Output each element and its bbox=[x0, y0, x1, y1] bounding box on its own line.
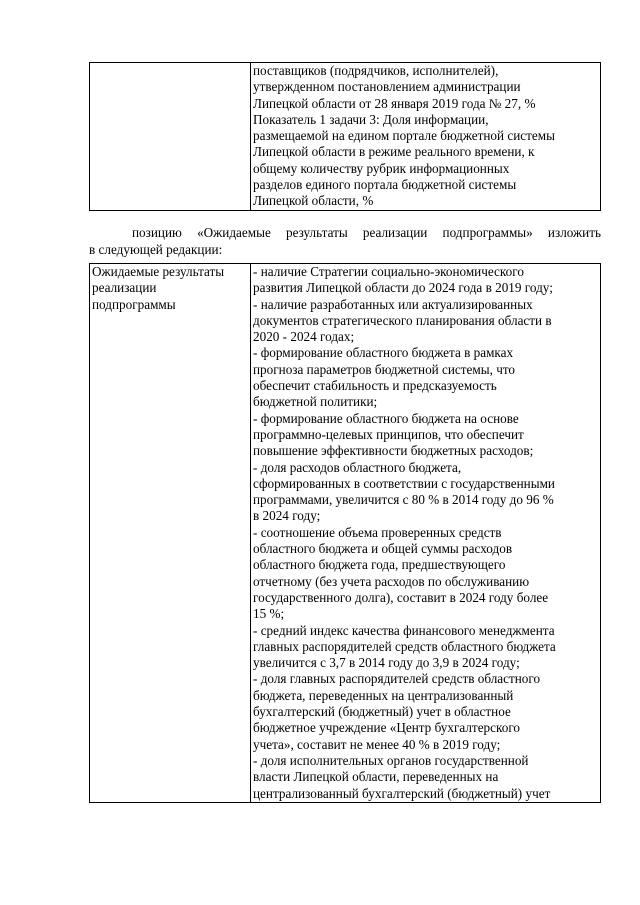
text-line: Показатель 1 задачи 3: Доля информации, bbox=[253, 111, 489, 127]
text-line: обеспечит стабильность и предсказуемость bbox=[253, 378, 497, 394]
top-table-right-cell bbox=[251, 63, 601, 211]
intro-paragraph-continuation: в следующей редакции: bbox=[89, 242, 223, 257]
text-line: утвержденном постановлением администрации bbox=[253, 79, 521, 95]
text-line: - доля главных распорядителей средств областного bbox=[253, 671, 541, 687]
text-line: - доля исполнительных органов государственной bbox=[253, 752, 529, 768]
text-line: государственного долга), составит в 2024 году более bbox=[253, 589, 549, 605]
label-line: Ожидаемые результаты bbox=[92, 264, 225, 279]
text-line: сформированных в соответствии с государственными bbox=[253, 475, 555, 491]
top-table bbox=[89, 62, 601, 211]
text-line: - доля расходов областного бюджета, bbox=[253, 459, 462, 475]
text-line: Липецкой области, % bbox=[253, 193, 374, 209]
expected-results-label-cell bbox=[90, 264, 251, 803]
text-line: - формирование областного бюджета на основе bbox=[253, 410, 519, 426]
text-line: документов стратегического планирования области в bbox=[253, 312, 552, 328]
text-line: программами, увеличится с 80 % в 2014 году до 96 % bbox=[253, 492, 554, 508]
text-line: - формирование областного бюджета в рамках bbox=[253, 345, 514, 361]
text-line: бюджетной политики; bbox=[253, 394, 378, 410]
text-line: учета», составит не менее 40 % в 2019 году; bbox=[253, 736, 501, 752]
text-line: главных распорядителей средств областного бюджета bbox=[253, 638, 556, 654]
text-line: бюджетное учреждение «Центр бухгалтерского bbox=[253, 720, 520, 736]
text-line: бюджета, переведенных на централизованный bbox=[253, 687, 514, 703]
text-line: централизованный бухгалтерский (бюджетный) учет bbox=[253, 785, 551, 801]
text-line: размещаемой на едином портале бюджетной системы bbox=[253, 128, 555, 144]
text-line: - средний индекс качества финансового менеджмента bbox=[253, 622, 555, 638]
text-line: - наличие разработанных или актуализированных bbox=[253, 296, 533, 312]
text-line: власти Липецкой области, переведенных на bbox=[253, 769, 499, 785]
text-line: прогноза параметров бюджетной системы, что bbox=[253, 361, 516, 377]
text-line: 2020 - 2024 годах; bbox=[253, 329, 355, 345]
text-line: увеличится с 3,7 в 2014 году до 3,9 в 2024 году; bbox=[253, 655, 520, 671]
text-line: областного бюджета и общей суммы расходов bbox=[253, 541, 513, 557]
label-line: подпрограммы bbox=[92, 296, 176, 312]
text-line: общему количеству рубрик информационных bbox=[253, 160, 510, 176]
text-line: разделов единого портала бюджетной системы bbox=[253, 177, 517, 193]
text-line: областного бюджета года, предшествующего bbox=[253, 557, 506, 573]
text-line: поставщиков (подрядчиков, исполнителей), bbox=[253, 63, 499, 78]
text-line: бухгалтерский (бюджетный) учет в областное bbox=[253, 704, 511, 720]
intro-paragraph: позицию «Ожидаемые результаты реализации подпрограммы» изложить bbox=[132, 225, 601, 240]
expected-results-table bbox=[89, 263, 601, 803]
text-line: отчетному (без учета расходов по обслуживанию bbox=[253, 573, 530, 589]
label-line: реализации bbox=[92, 280, 157, 296]
text-line: - соотношение объема проверенных средств bbox=[253, 524, 502, 540]
text-line: программно-целевых принципов, что обеспечит bbox=[253, 426, 524, 442]
text-line: Липецкой области от 28 января 2019 года № 27, % bbox=[253, 95, 536, 111]
text-line: в 2024 году; bbox=[253, 508, 321, 524]
text-line: 15 %; bbox=[253, 606, 285, 622]
text-line: повышение эффективности бюджетных расходов; bbox=[253, 443, 534, 459]
table-row bbox=[90, 63, 601, 211]
text-line: - наличие Стратегии социально-экономического bbox=[253, 264, 524, 279]
table-row bbox=[90, 264, 601, 803]
text-line: развития Липецкой области до 2024 года в 2019 году; bbox=[253, 280, 553, 296]
expected-results-content-cell bbox=[251, 264, 601, 803]
text-line: Липецкой области в режиме реального времени, к bbox=[253, 144, 535, 160]
top-table-left-cell bbox=[90, 63, 251, 211]
